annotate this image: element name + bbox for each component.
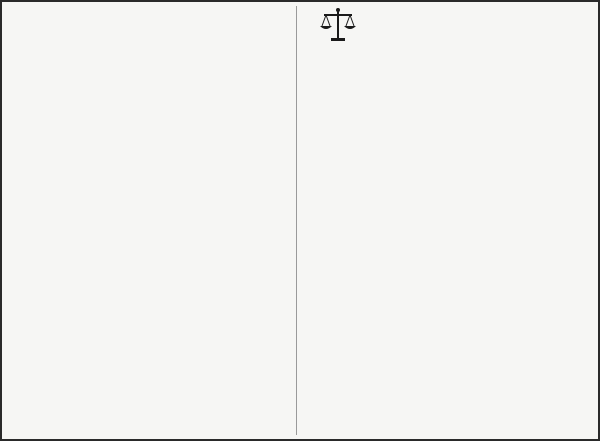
left-column <box>8 6 297 435</box>
notice-titles <box>361 6 590 40</box>
right-column <box>303 6 592 435</box>
scales-of-justice-icon <box>318 6 358 44</box>
notice-subtitle <box>361 24 590 40</box>
signature-line-2 <box>10 32 290 50</box>
signature-line-1 <box>10 10 290 28</box>
notice-header <box>309 6 590 53</box>
judiciary-emblem <box>315 6 361 53</box>
notice-title <box>361 6 590 24</box>
emblem-label <box>315 44 361 53</box>
notice-columns <box>8 6 592 435</box>
